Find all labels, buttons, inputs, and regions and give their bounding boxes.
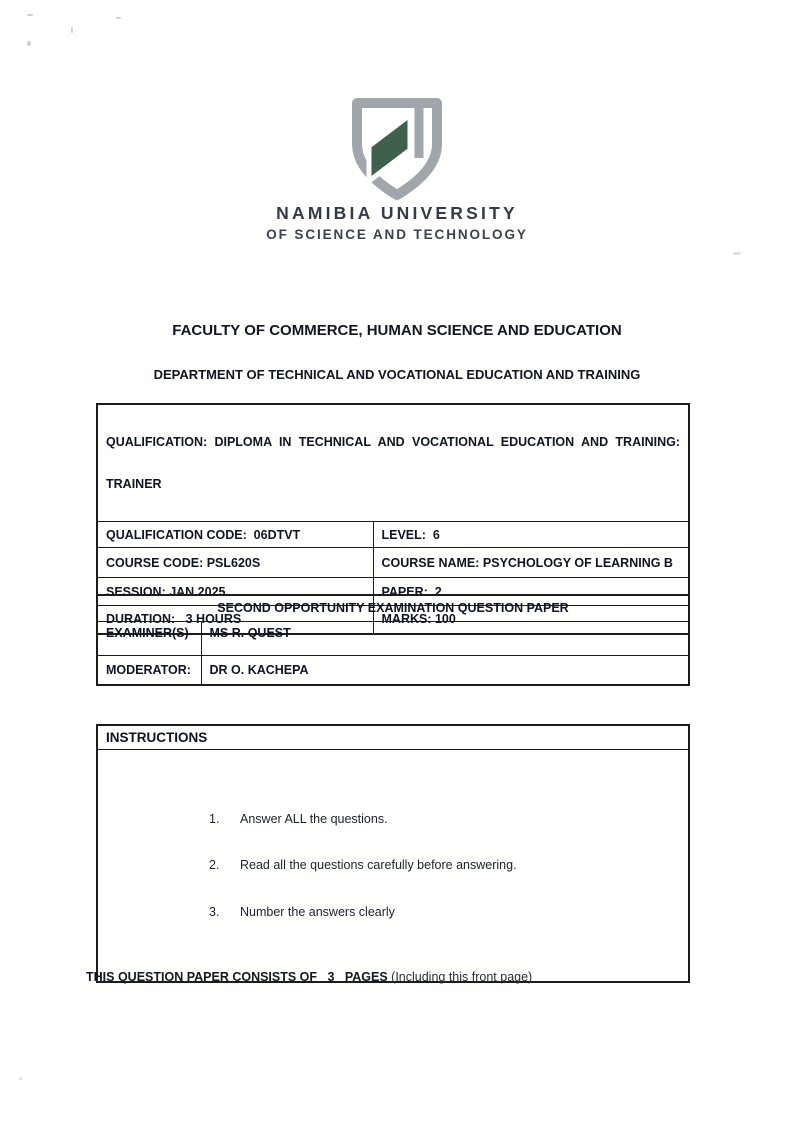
instructions-title: INSTRUCTIONS — [97, 725, 689, 749]
marks-cell: MARKS: 100 — [373, 606, 689, 634]
page-count-bold: THIS QUESTION PAPER CONSISTS OF _3_ PAGES — [86, 970, 388, 984]
scan-speck — [733, 252, 741, 255]
scan-speck — [19, 1077, 22, 1080]
qualification-code-cell: QUALIFICATION CODE: 06DTVT — [97, 522, 373, 548]
scan-speck — [116, 17, 121, 19]
instruction-item — [209, 903, 680, 922]
course-code-cell: COURSE CODE: PSL620S — [97, 548, 373, 578]
instruction-text: Answer ALL the questions. — [240, 811, 388, 826]
instructions-list — [98, 782, 680, 950]
examiner-label: EXAMINER(S) — [97, 621, 201, 655]
qualification-line2: TRAINER — [106, 477, 162, 491]
page-count-line — [86, 970, 532, 984]
level-cell: LEVEL: 6 — [373, 522, 689, 548]
scan-speck — [71, 27, 73, 33]
instruction-number: 3. — [209, 904, 220, 919]
moderator-label: MODERATOR: — [97, 655, 201, 685]
university-name-sub: OF SCIENCE AND TECHNOLOGY — [266, 227, 528, 242]
qualification-line1: QUALIFICATION: DIPLOMA IN TECHNICAL AND VOCATIONAL EDUCATION AND TRAINING: — [106, 435, 680, 449]
instructions-table — [96, 724, 690, 983]
exam-paper-title: SECOND OPPORTUNITY EXAMINATION QUESTION PAPER — [97, 595, 689, 621]
qualification-cell — [97, 404, 689, 522]
examiner-value: MS R. QUEST — [201, 621, 689, 655]
department-heading: DEPARTMENT OF TECHNICAL AND VOCATIONAL EDUCATION AND TRAINING — [153, 367, 641, 382]
scan-speck — [27, 14, 33, 16]
page-count-note: (Including this front page) — [387, 970, 533, 984]
paper-cell: PAPER: 2 — [373, 578, 689, 606]
duration-cell: DURATION: 3 HOURS — [97, 606, 373, 634]
university-name: NAMIBIA UNIVERSITY — [276, 203, 518, 223]
course-name-cell: COURSE NAME: PSYCHOLOGY OF LEARNING B — [373, 548, 689, 578]
moderator-value: DR O. KACHEPA — [201, 655, 689, 685]
faculty-heading: FACULTY OF COMMERCE, HUMAN SCIENCE AND EDUCATION — [172, 322, 622, 339]
instruction-number: 2. — [209, 858, 220, 872]
scan-speck — [27, 41, 31, 46]
exam-staff-table — [96, 594, 690, 686]
instruction-text: Number the answers clearly — [240, 904, 395, 919]
logo-green-band — [369, 115, 410, 181]
session-cell: SESSION: JAN 2025 — [97, 578, 373, 606]
instruction-item — [209, 856, 680, 875]
instruction-item — [209, 810, 680, 829]
nust-logo-icon — [331, 96, 463, 204]
instructions-body — [97, 749, 689, 982]
instruction-number: 1. — [209, 811, 220, 826]
instruction-text: Read all the questions carefully before answering. — [240, 858, 517, 872]
